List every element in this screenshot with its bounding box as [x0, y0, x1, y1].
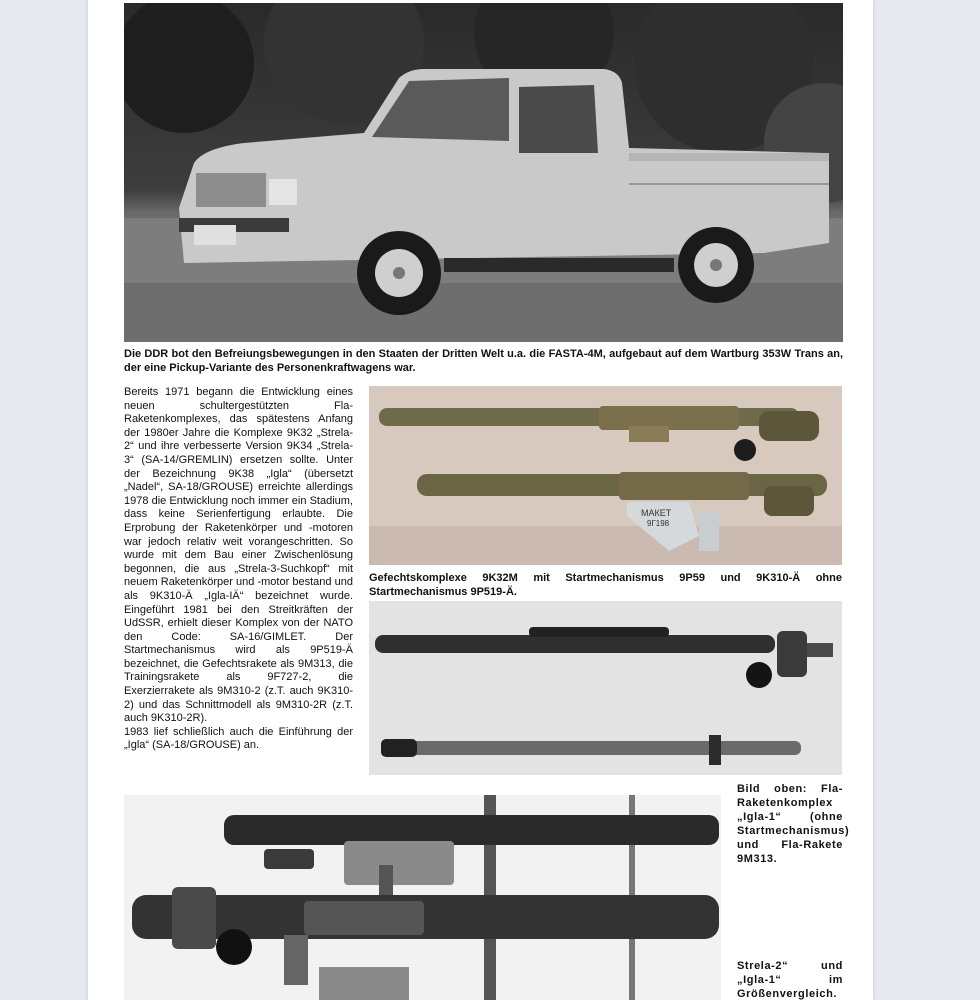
comparison-photo — [124, 795, 721, 1000]
maket-stamp: МАКЕТ — [641, 508, 672, 518]
truck-caption: Die DDR bot den Befreiungsbewegungen in den Staaten der Dritten Welt u.a. die FASTA-4M, aufgebaut auf dem Wartburg 353W Trans an, der eine Pickup-Variante des Personenkraftwagens war. — [124, 348, 843, 374]
body-paragraph: Bereits 1971 begann die Entwicklung eines neuen schultergestützten Fla-Raketenkomplexes, das spätestens Anfang der 1980er Jahre die Komplexe 9K32 „Strela-2“ und ihre verbesserte Version 9K34 „Strela-3“ (SA-14/GREMLIN) ersetzen sollte. Unter der Bezeichnung 9K38 „Igla“ (übersetzt „Nadel“, SA-18/GROUSE) erreichte allerdings 1978 die Entwicklung noch immer ein Stadium, dass keine Serienfertigung erlaubte. Die Erprobung der Raketenkörper und -motoren war jedoch relativ weit vorangeschritten. So wurde mit dem Bau einer Zwischenlösung begonnen, die aus „Strela-3-Suchkopf“ mit neuem Raketenkörper und -motor bestand und als 9K310-Ä „Igla-IÄ“ bezeichnet wurde. Eingeführt 1981 bei den Streitkräften der UdSSR, erhielt dieser Komplex von der NATO den Code: SA-16/GIMLET. Der Startmechanismus wird als 9P519-Ä bezeichnet, die Gefechtsrakete als 9M313, die Trainingsrakete als 9F727-2, die Exerzierrakete als 9M310-2 (z.T. auch 9K310-2) und das Schnittmodell als 9M310-2R (z.T. auch 9K310-2R). — [124, 386, 353, 725]
maket-stamp-code: 9Г198 — [647, 519, 670, 528]
truck-photo — [124, 3, 843, 342]
comparison-caption: Strela-2“ und „Igla-1“ im Größenvergleich. — [737, 960, 843, 1000]
article-body — [124, 386, 353, 753]
color-launchers-photo — [369, 386, 842, 565]
document-page — [88, 0, 873, 1000]
igla1-caption: Bild oben: Fla-Raketenkomplex „Igla-1“ (ohne Startmechanismus) und Fla-Rakete 9M313. — [737, 783, 850, 865]
body-paragraph: 1983 lief schließlich auch die Einführung der „Igla“ (SA-18/GROUSE) an. — [124, 725, 353, 752]
color-launchers-caption: Gefechtskomplexe 9K32M mit Startmechanismus 9P59 und 9K310-Ä ohne Startmechanismus 9P519-Ä. — [369, 572, 842, 598]
igla1-photo — [369, 601, 842, 775]
